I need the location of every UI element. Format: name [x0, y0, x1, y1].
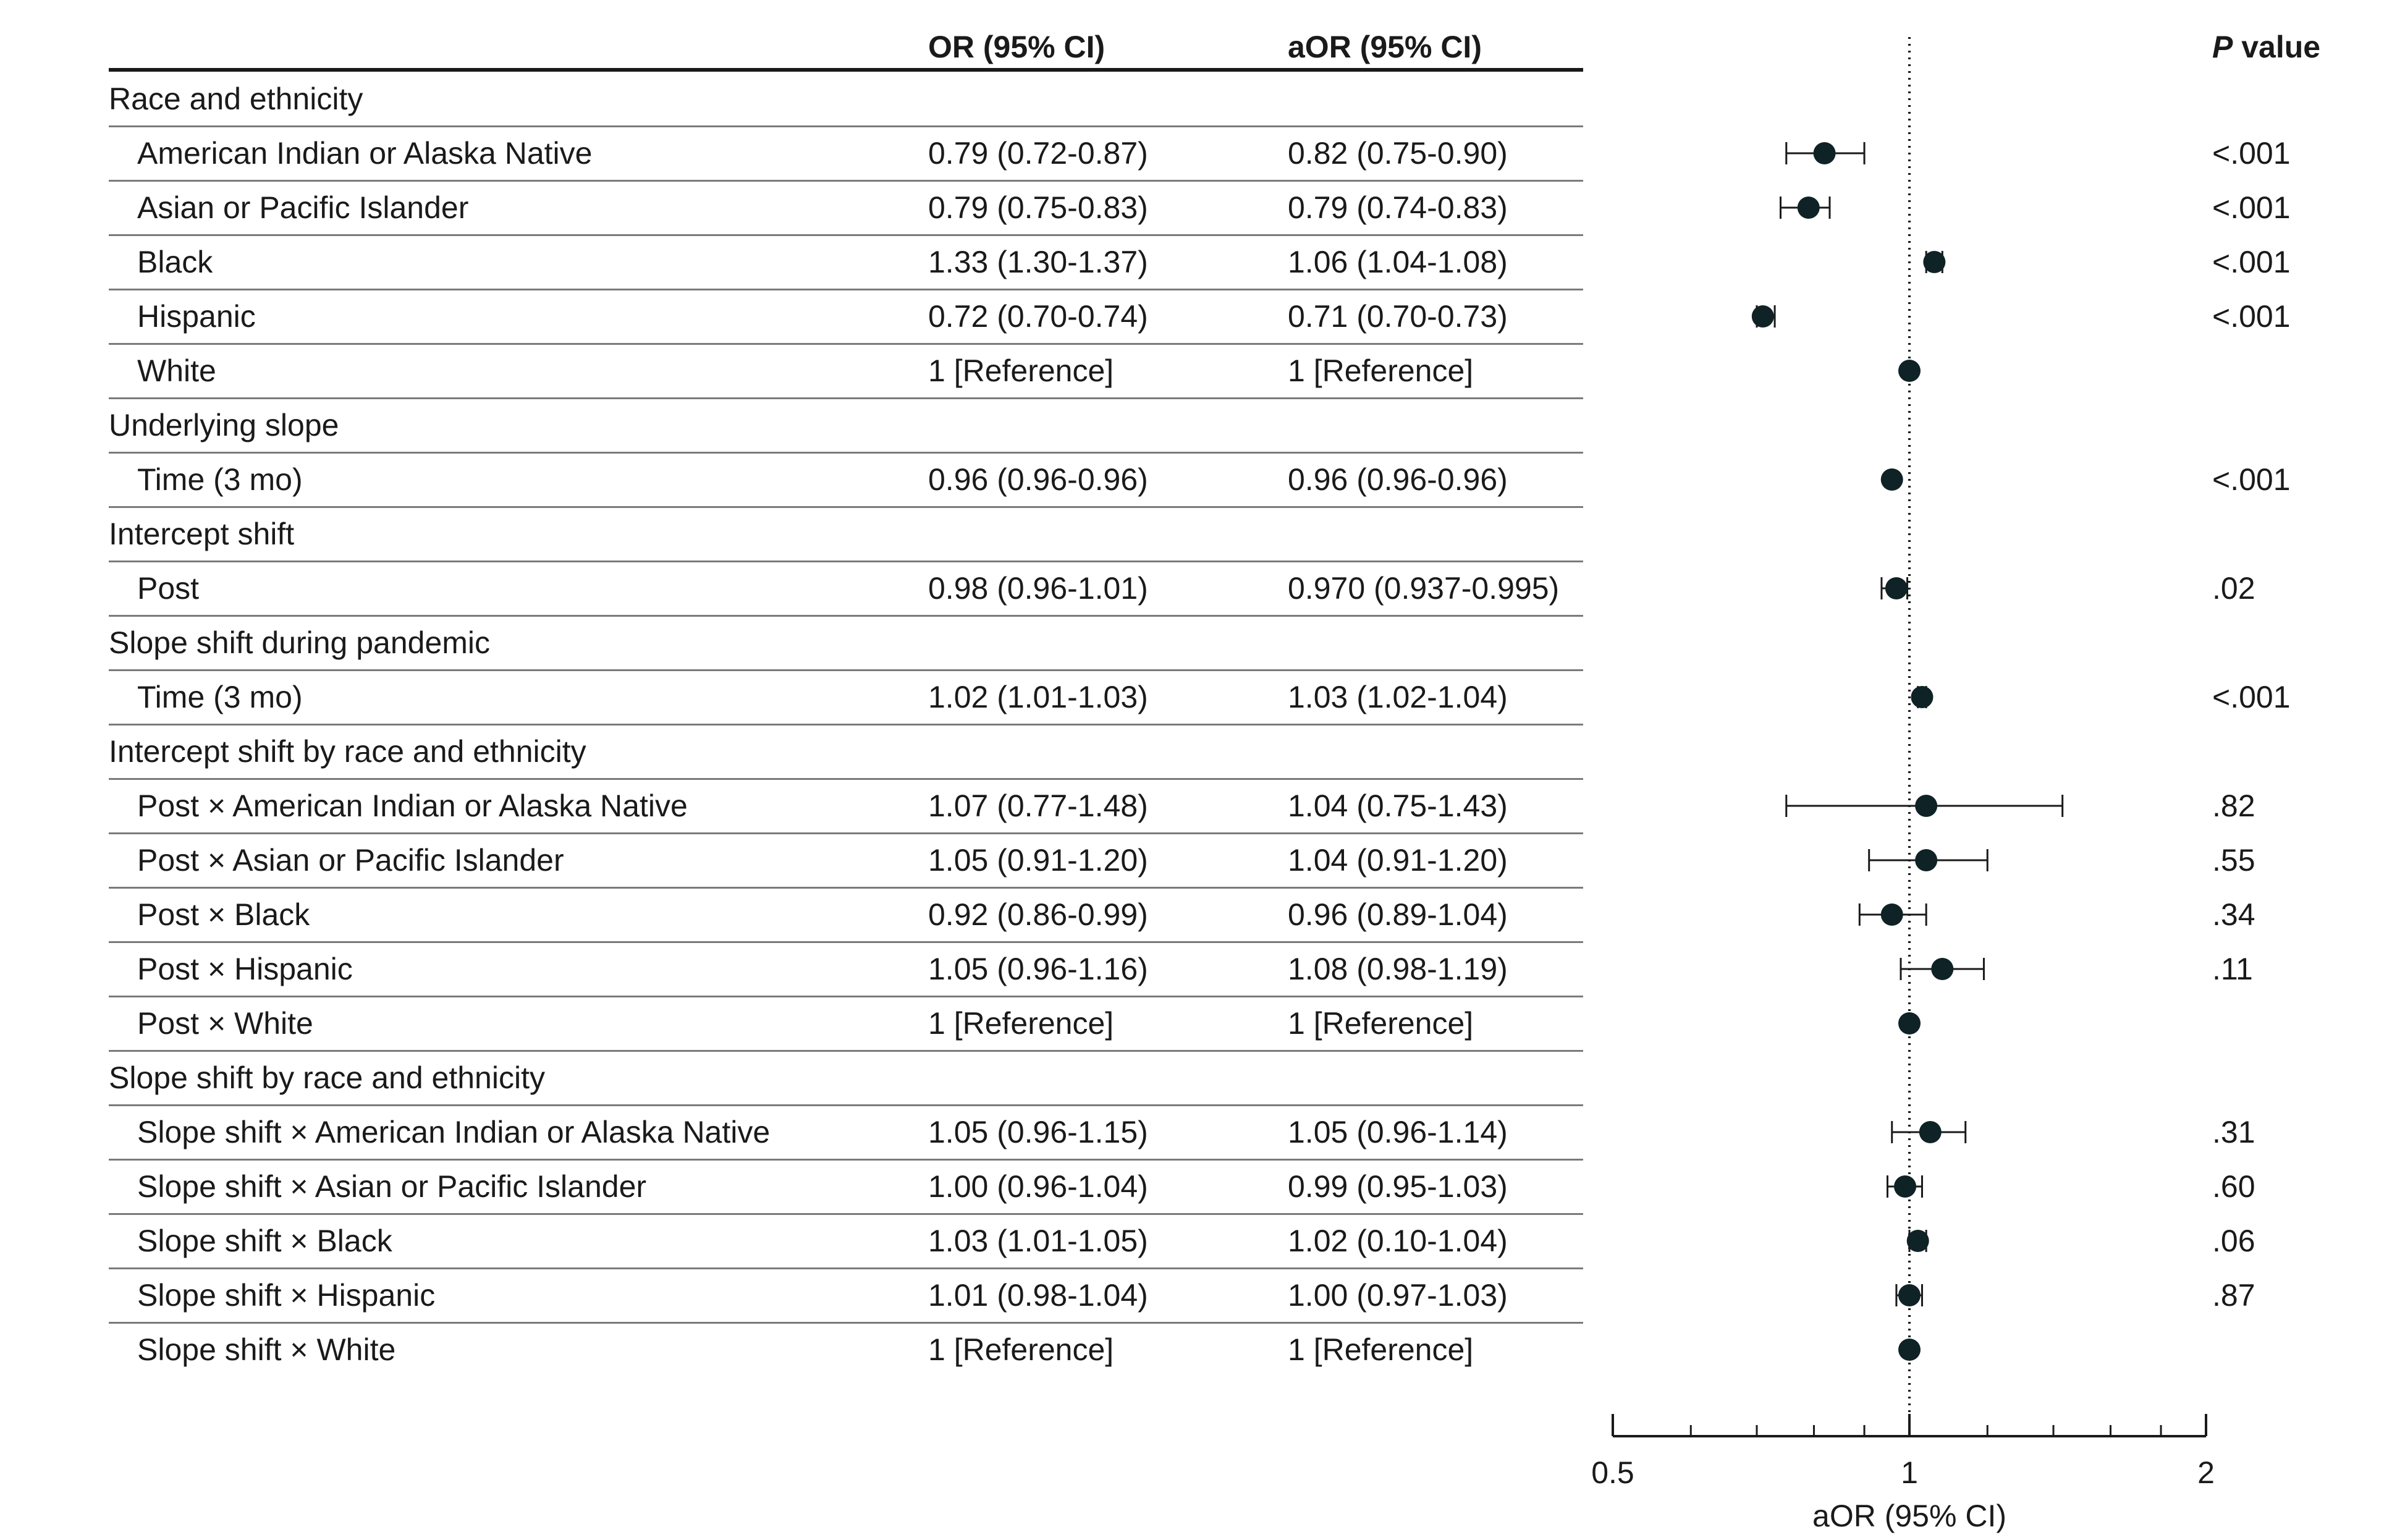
row-label: Slope shift × Hispanic [137, 1278, 436, 1313]
header-p-italic: P [2212, 30, 2233, 64]
x-axis-tick-label: 0.5 [1591, 1455, 1634, 1490]
row-label: Slope shift × American Indian or Alaska Native [137, 1115, 771, 1149]
row-label: Hispanic [137, 299, 256, 334]
estimate-point [1915, 849, 1937, 871]
estimate-point [1881, 468, 1903, 491]
row-or-value: 1 [Reference] [928, 1006, 1114, 1041]
row-label: Post × Hispanic [137, 952, 353, 986]
row-aor-value: 0.96 (0.89-1.04) [1288, 897, 1508, 932]
row-p-value: .11 [2212, 952, 2253, 986]
row-or-value: 1.05 (0.96-1.16) [928, 952, 1148, 986]
row-aor-value: 0.82 (0.75-0.90) [1288, 136, 1508, 171]
row-or-value: 0.79 (0.75-0.83) [928, 190, 1148, 225]
row-label: Asian or Pacific Islander [137, 190, 469, 225]
row-or-value: 1.05 (0.91-1.20) [928, 843, 1148, 878]
row-label: American Indian or Alaska Native [137, 136, 593, 171]
row-or-value: 1.07 (0.77-1.48) [928, 789, 1148, 823]
row-aor-value: 1 [Reference] [1288, 353, 1474, 388]
row-p-value: .60 [2212, 1169, 2255, 1204]
row-label: Post × Asian or Pacific Islander [137, 843, 564, 878]
row-label: Slope shift during pandemic [109, 625, 491, 660]
row-label: Post × White [137, 1006, 313, 1041]
estimate-point [1881, 903, 1903, 926]
x-axis-title: aOR (95% CI) [1812, 1499, 2006, 1533]
row-p-value: <.001 [2212, 136, 2291, 171]
row-aor-value: 1 [Reference] [1288, 1006, 1474, 1041]
row-aor-value: 1.04 (0.75-1.43) [1288, 789, 1508, 823]
row-aor-value: 1.03 (1.02-1.04) [1288, 680, 1508, 714]
row-label: Intercept shift [109, 517, 295, 551]
row-p-value: .02 [2212, 571, 2255, 606]
row-label: Intercept shift by race and ethnicity [109, 734, 586, 769]
row-or-value: 0.98 (0.96-1.01) [928, 571, 1148, 606]
row-aor-value: 0.970 (0.937-0.995) [1288, 571, 1560, 606]
row-or-value: 0.92 (0.86-0.99) [928, 897, 1148, 932]
row-or-value: 1.02 (1.01-1.03) [928, 680, 1148, 714]
x-axis-tick-label: 1 [1901, 1455, 1918, 1490]
row-label: Slope shift × Asian or Pacific Islander [137, 1169, 647, 1204]
row-aor-value: 0.96 (0.96-0.96) [1288, 462, 1508, 497]
row-p-value: .82 [2212, 789, 2255, 823]
row-or-value: 0.96 (0.96-0.96) [928, 462, 1148, 497]
estimate-point [1923, 251, 1945, 273]
row-aor-value: 1 [Reference] [1288, 1332, 1474, 1367]
row-or-value: 1 [Reference] [928, 353, 1114, 388]
row-aor-value: 1.04 (0.91-1.20) [1288, 843, 1508, 878]
row-p-value: .06 [2212, 1224, 2255, 1258]
row-p-value: .55 [2212, 843, 2255, 878]
row-label: Post × Black [137, 897, 310, 932]
row-p-value: <.001 [2212, 299, 2291, 334]
x-axis-tick-label: 2 [2197, 1455, 2215, 1490]
estimate-point [1885, 577, 1908, 599]
row-p-value: .87 [2212, 1278, 2255, 1313]
row-or-value: 1.01 (0.98-1.04) [928, 1278, 1148, 1313]
row-or-value: 1 [Reference] [928, 1332, 1114, 1367]
row-aor-value: 0.79 (0.74-0.83) [1288, 190, 1508, 225]
header-p-rest: value [2233, 30, 2321, 64]
estimate-point [1919, 1121, 1942, 1143]
header-aor: aOR (95% CI) [1288, 30, 1482, 64]
row-aor-value: 1.02 (0.10-1.04) [1288, 1224, 1508, 1258]
row-label: Race and ethnicity [109, 82, 363, 116]
row-p-value: <.001 [2212, 680, 2291, 714]
row-aor-value: 1.00 (0.97-1.03) [1288, 1278, 1508, 1313]
row-or-value: 0.79 (0.72-0.87) [928, 136, 1148, 171]
row-label: Slope shift by race and ethnicity [109, 1060, 545, 1095]
row-p-value: <.001 [2212, 245, 2291, 279]
row-p-value: <.001 [2212, 462, 2291, 497]
row-or-value: 1.33 (1.30-1.37) [928, 245, 1148, 279]
row-label: Black [137, 245, 213, 279]
row-label: Time (3 mo) [137, 462, 303, 497]
estimate-point [1894, 1175, 1916, 1198]
estimate-point [1814, 142, 1836, 164]
estimate-point [1907, 1230, 1929, 1252]
row-p-value: .34 [2212, 897, 2255, 932]
row-label: Time (3 mo) [137, 680, 303, 714]
row-p-value: <.001 [2212, 190, 2291, 225]
estimate-point [1931, 958, 1953, 980]
estimate-point [1798, 197, 1820, 219]
row-or-value: 1.05 (0.96-1.15) [928, 1115, 1148, 1149]
estimate-point [1898, 1339, 1921, 1361]
row-or-value: 1.03 (1.01-1.05) [928, 1224, 1148, 1258]
row-label: White [137, 353, 216, 388]
row-aor-value: 1.05 (0.96-1.14) [1288, 1115, 1508, 1149]
row-label: Underlying slope [109, 408, 339, 442]
row-or-value: 1.00 (0.96-1.04) [928, 1169, 1148, 1204]
estimate-point [1898, 360, 1921, 382]
estimate-point [1911, 686, 1933, 708]
row-label: Post × American Indian or Alaska Native [137, 789, 688, 823]
row-aor-value: 1.06 (1.04-1.08) [1288, 245, 1508, 279]
estimate-point [1898, 1012, 1921, 1034]
row-or-value: 0.72 (0.70-0.74) [928, 299, 1148, 334]
header-or: OR (95% CI) [928, 30, 1105, 64]
row-aor-value: 1.08 (0.98-1.19) [1288, 952, 1508, 986]
row-label: Slope shift × White [137, 1332, 396, 1367]
row-aor-value: 0.99 (0.95-1.03) [1288, 1169, 1508, 1204]
row-p-value: .31 [2212, 1115, 2255, 1149]
row-label: Post [137, 571, 200, 606]
estimate-point [1915, 795, 1937, 817]
row-label: Slope shift × Black [137, 1224, 392, 1258]
estimate-point [1898, 1284, 1921, 1306]
estimate-point [1752, 305, 1774, 328]
row-aor-value: 0.71 (0.70-0.73) [1288, 299, 1508, 334]
